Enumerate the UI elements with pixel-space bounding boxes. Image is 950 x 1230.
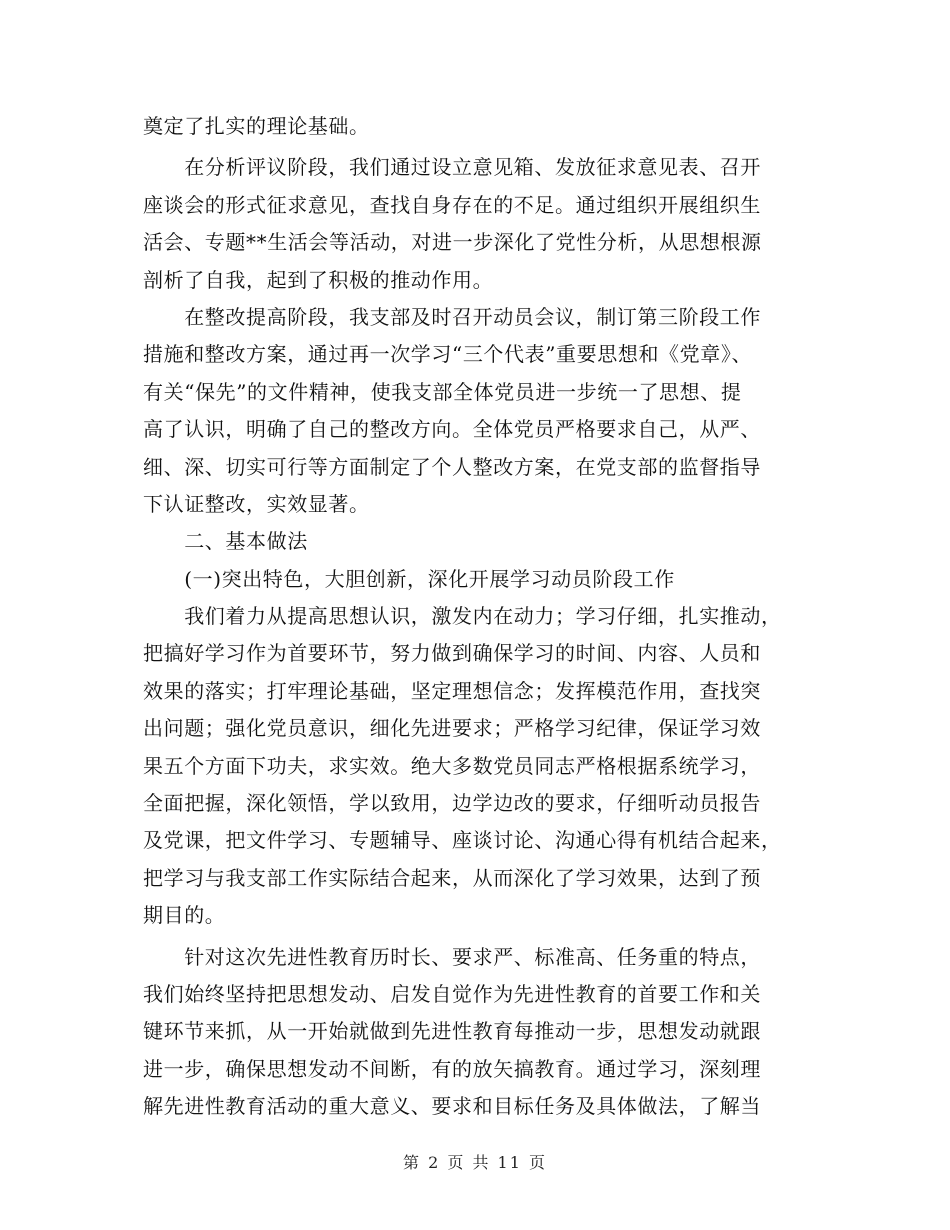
text-line: 有关“保先”的文件精神，使我支部全体党员进一步统一了思想、提 <box>143 379 742 404</box>
text-line: 下认证整改，实效显著。 <box>143 491 370 516</box>
text-line: 奠定了扎实的理论基础。 <box>143 114 370 138</box>
text-line: 座谈会的形式征求意见，查找自身存在的不足。通过组织开展组织生 <box>143 192 761 217</box>
text-line: 针对这次先进性教育历时长、要求严、标准高、任务重的特点， <box>143 944 761 969</box>
page-footer: 第 2 页 共 11 页 <box>403 1153 547 1172</box>
text-line: 果五个方面下功夫，求实效。绝大多数党员同志严格根据系统学习， <box>143 753 761 778</box>
text-line: 在整改提高阶段，我支部及时召开动员会议，制订第三阶段工作 <box>143 304 761 329</box>
paragraph <box>143 299 808 523</box>
text-line: 细、深、切实可行等方面制定了个人整改方案，在党支部的监督指导 <box>143 454 761 479</box>
text-line: 高了认识，明确了自己的整改方向。全体党员严格要求自己，从严、 <box>143 417 761 442</box>
text-line: 我们始终坚持把思想发动、启发自觉作为先进性教育的首要工作和关 <box>143 981 761 1006</box>
text-line: 剖析了自我，起到了积极的推动作用。 <box>143 267 494 292</box>
text-line: 把学习与我支部工作实际结合起来，从而深化了学习效果，达到了预 <box>143 865 761 890</box>
text-line: 活会、专题**生活会等活动，对进一步深化了党性分析，从思想根源 <box>143 230 762 255</box>
text-line: 进一步，确保思想发动不间断，有的放矢搞教育。通过学习，深刻理 <box>143 1056 761 1081</box>
text-line: 措施和整改方案，通过再一次学习“三个代表”重要思想和《党章》、 <box>143 342 753 367</box>
paragraph <box>143 149 808 299</box>
document-body <box>143 108 808 1126</box>
text-line: 解先进性教育活动的重大意义、要求和目标任务及具体做法，了解当 <box>143 1094 761 1119</box>
text-line: 出问题；强化党员意识，细化先进要求；严格学习纪律，保证学习效 <box>143 716 761 741</box>
paragraph <box>143 598 808 935</box>
text-line: 全面把握，深化领悟，学以致用，边学边改的要求，仔细听动员报告 <box>143 791 761 816</box>
text-line: (一)突出特色，大胆创新，深化开展学习动员阶段工作 <box>143 566 675 591</box>
text-line: 效果的落实；打牢理论基础，坚定理想信念；发挥模范作用，查找突 <box>143 678 761 703</box>
paragraph <box>143 108 808 145</box>
paragraph <box>143 561 808 598</box>
text-line: 在分析评议阶段，我们通过设立意见箱、发放征求意见表、召开 <box>143 155 761 180</box>
text-line: 键环节来抓，从一开始就做到先进性教育每推动一步，思想发动就跟 <box>143 1019 761 1044</box>
text-line: 二、基本做法 <box>143 529 308 554</box>
paragraph <box>143 523 808 560</box>
paragraph <box>143 939 808 1126</box>
text-line: 期目的。 <box>143 903 226 928</box>
text-line: 把搞好学习作为首要环节，努力做到确保学习的时间、内容、人员和 <box>143 641 761 666</box>
text-line: 及党课，把文件学习、专题辅导、座谈讨论、沟通心得有机结合起来， <box>143 828 782 853</box>
text-line: 我们着力从提高思想认识，激发内在动力；学习仔细，扎实推动， <box>143 604 782 629</box>
